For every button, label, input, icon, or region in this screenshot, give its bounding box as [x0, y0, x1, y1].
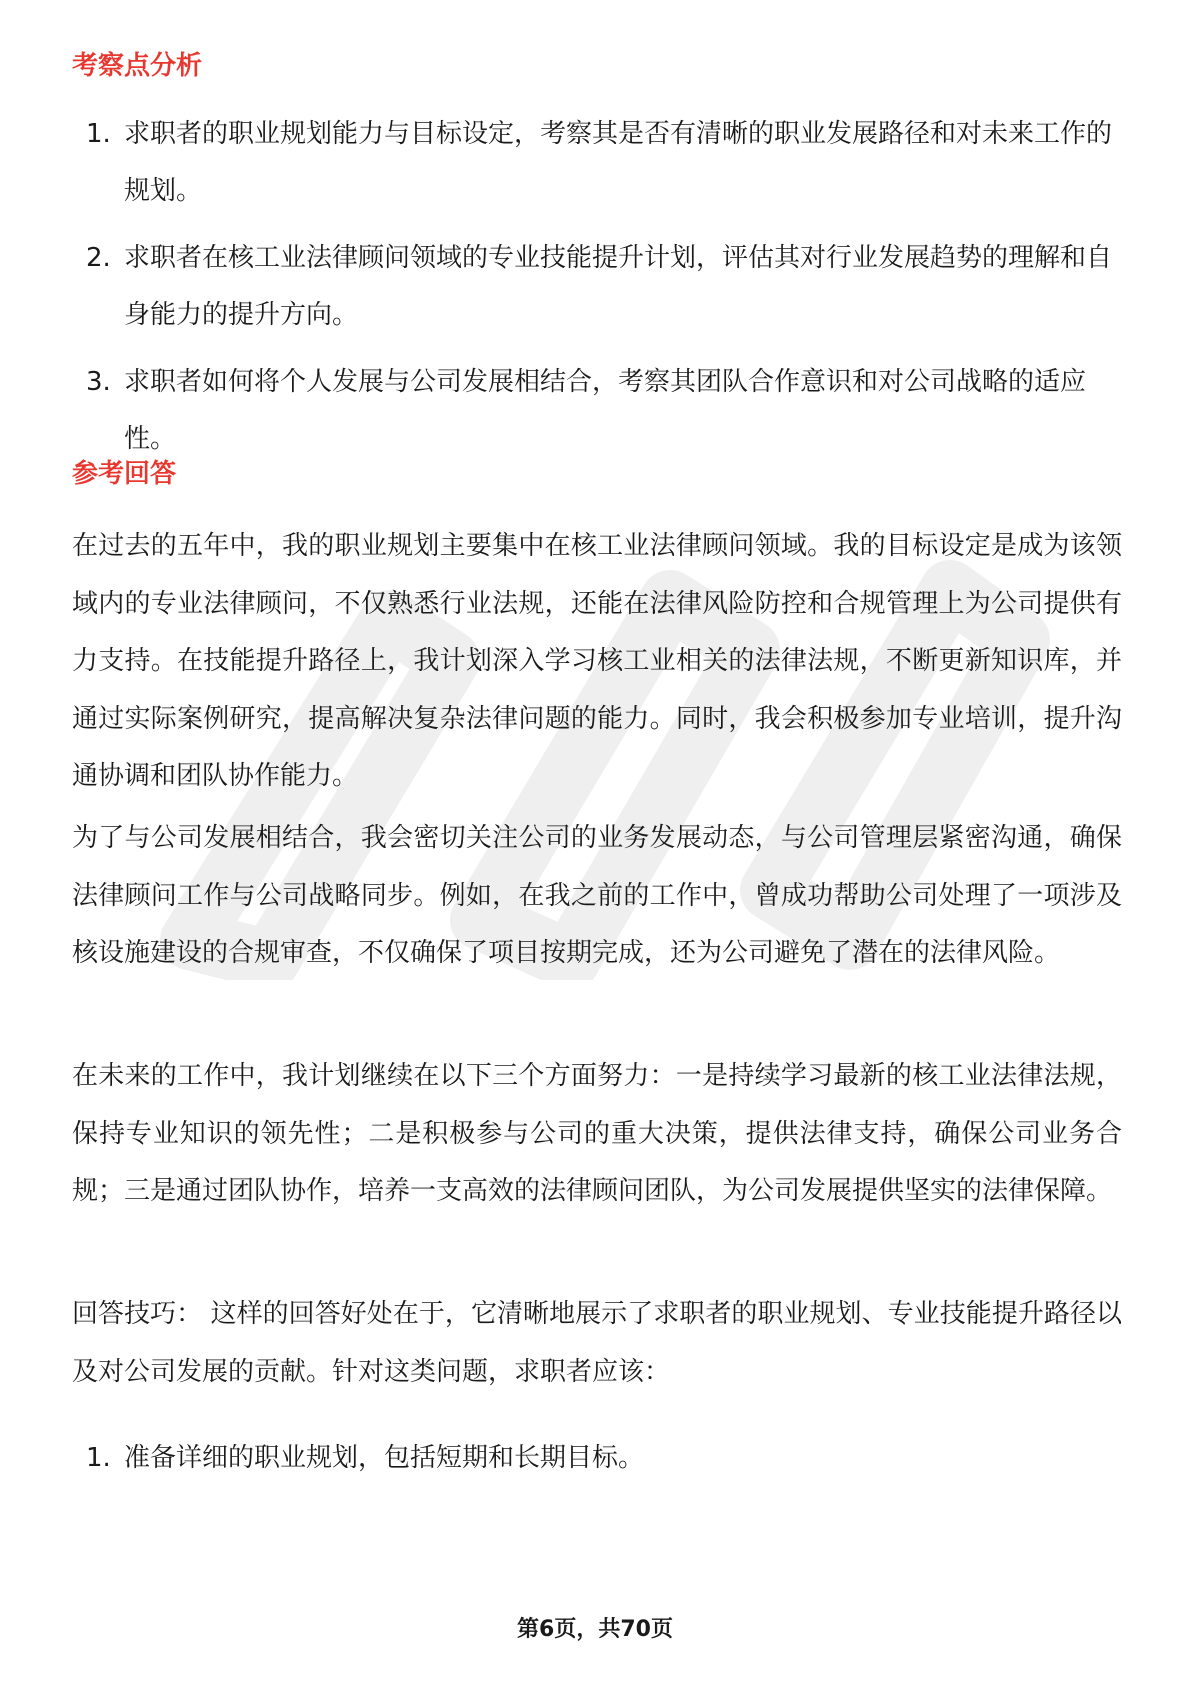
- answer-tips-paragraph: 回答技巧： 这样的回答好处在于，它清晰地展示了求职者的职业规划、专业技能提升路径以及对公司发展的贡献。针对这类问题，求职者应该：: [72, 1299, 1122, 1387]
- list-number: 2.: [86, 243, 111, 273]
- list-item: [72, 1430, 1122, 1487]
- list-item-text: 求职者在核工业法律顾问领域的专业技能提升计划，评估其对行业发展趋势的理解和自身能力的提升方向。: [124, 243, 1113, 330]
- tips-list: [72, 1430, 1122, 1497]
- list-number: 1.: [86, 1443, 111, 1473]
- answer-paragraph: 在过去的五年中，我的职业规划主要集中在核工业法律顾问领域。我的目标设定是成为该领域内的专业法律顾问，不仅熟悉行业法规，还能在法律风险防控和合规管理上为公司提供有力支持。在技能提升路径上，我计划深入学习核工业相关的法律法规，不断更新知识库，并通过实际案例研究，提高解决复杂法律问题的能力。同时，我会积极参加专业培训，提升沟通协调和团队协作能力。: [72, 531, 1122, 791]
- list-number: 3.: [86, 367, 111, 397]
- answer-heading: 参考回答: [72, 459, 177, 489]
- page-number: 第6页，共70页: [517, 1617, 673, 1642]
- answer-paragraph: 在未来的工作中，我计划继续在以下三个方面努力：一是持续学习最新的核工业法律法规，保持专业知识的领先性；二是积极参与公司的重大决策，提供法律支持，确保公司业务合规；三是通过团队协作，培养一支高效的法律顾问团队，为公司发展提供坚实的法律保障。: [72, 1061, 1122, 1206]
- list-item: [72, 230, 1122, 344]
- list-item-text: 求职者如何将个人发展与公司发展相结合，考察其团队合作意识和对公司战略的适应性。: [124, 367, 1087, 454]
- analysis-heading: 考察点分析: [72, 51, 203, 81]
- answer-paragraph: 为了与公司发展相结合，我会密切关注公司的业务发展动态，与公司管理层紧密沟通，确保法律顾问工作与公司战略同步。例如，在我之前的工作中，曾成功帮助公司处理了一项涉及核设施建设的合规审查，不仅确保了项目按期完成，还为公司避免了潜在的法律风险。: [72, 823, 1122, 968]
- list-number: 1.: [86, 119, 111, 149]
- list-item-text: 准备详细的职业规划，包括短期和长期目标。: [124, 1443, 645, 1473]
- list-item: [72, 106, 1122, 220]
- analysis-list: [72, 106, 1122, 478]
- list-item-text: 求职者的职业规划能力与目标设定，考察其是否有清晰的职业发展路径和对未来工作的规划。: [124, 119, 1113, 206]
- list-item: [72, 354, 1122, 468]
